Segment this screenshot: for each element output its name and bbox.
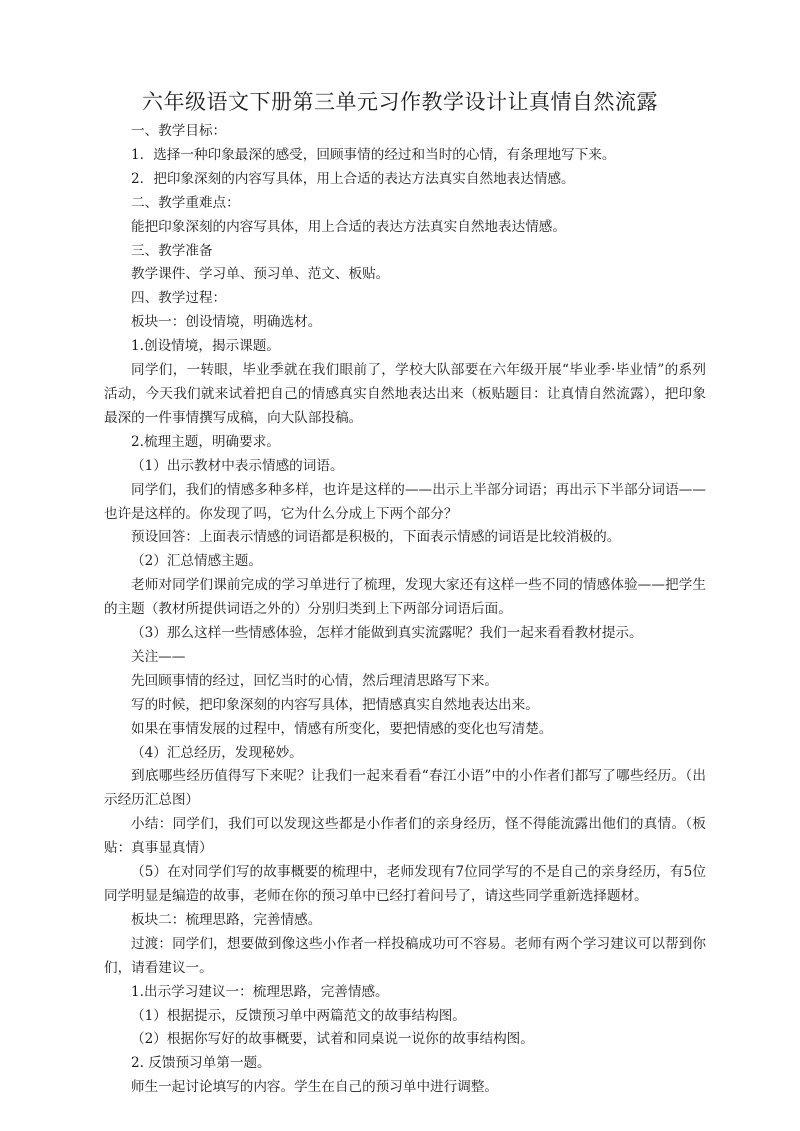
paragraph: 如果在事情发展的过程中，情感有所变化，要把情感的变化也写清楚。: [131, 720, 553, 737]
paragraph: 一、教学目标：: [131, 123, 227, 139]
paragraph: 2.梳理主题，明确要求。: [131, 433, 280, 450]
paragraph: 同学们，我们的情感多种多样，也许是这样的——出示上半部分词语；再出示下半部分词语——也许是这样的。你发现了吗，它为什么分成上下两个部分？: [104, 481, 706, 522]
paragraph: （1）出示教材中表示情感的词语。: [131, 457, 344, 474]
paragraph: 老师对同学们课前完成的学习单进行了梳理，发现大家还有这样一些不同的情感体验——把学生的主题（教材所提供词语之外的）分别归类到上下两部分词语后面。: [104, 577, 706, 618]
paragraph: 板块一：创设情境，明确选材。: [131, 314, 322, 331]
paragraph: 2．把印象深刻的内容写具体，用上合适的表达方法真实自然地表达情感。: [131, 170, 575, 187]
paragraph: 四、教学过程：: [131, 290, 227, 307]
paragraph: 三、教学准备: [131, 242, 213, 259]
paragraph: （2）根据你写好的故事概要，试着和同桌说一说你的故事结构图。: [131, 1031, 534, 1048]
paragraph: 先回顾事情的经过，回忆当时的心情，然后理清思路写下来。: [131, 672, 499, 689]
paragraph: 1.创设情境，揭示课题。: [131, 338, 280, 355]
paragraph: 过渡：同学们，想要做到像这些小作者一样投稿成功可不容易。老师有两个学习建议可以帮到你们，请看建议一。: [104, 935, 706, 976]
paragraph: 教学课件、学习单、预习单、范文、板贴。: [131, 266, 390, 283]
paragraph: （3）那么这样一些情感体验，怎样才能做到真实流露呢？我们一起来看看教材提示。: [131, 625, 643, 642]
paragraph: 预设回答：上面表示情感的词语都是积极的，下面表示情感的词语是比较消极的。: [131, 529, 621, 546]
paragraph: 1.出示学习建议一：梳理思路，完善情感。: [131, 983, 389, 1000]
paragraph: 板块二：梳理思路，完善情感。: [131, 911, 322, 928]
paragraph: 1．选择一种印象最深的感受，回顾事情的经过和当时的心情，有条理地写下来。: [131, 146, 616, 163]
paragraph: 同学们，一转眼，毕业季就在我们眼前了，学校大队部要在六年级开展“毕业季·毕业情”的系列活动，今天我们就来试着把自己的情感真实自然地表达出来（板贴题目：让真情自然流露），把印象最深的一件事情撰写成稿，向大队部投稿。: [104, 362, 706, 426]
paragraph: （4）汇总经历，发现秘妙。: [131, 744, 303, 761]
paragraph: 二、教学重难点：: [131, 194, 240, 211]
paragraph: 关注——: [131, 648, 186, 665]
paragraph: 2. 反馈预习单第一题。: [131, 1055, 271, 1072]
paragraph: 能把印象深刻的内容写具体，用上合适的表达方法真实自然地表达情感。: [131, 218, 566, 235]
paragraph: （2）汇总情感主题。: [131, 553, 262, 570]
paragraph: （5）在对同学们写的故事概要的梳理中，老师发现有7位同学写的不是自己的亲身经历，有5位同学明显是编造的故事，老师在你的预习单中已经打着问号了，请这些同学重新选择题材。: [104, 864, 706, 904]
paragraph: 写的时候，把印象深刻的内容写具体，把情感真实自然地表达出来。: [131, 696, 539, 713]
paragraph: 到底哪些经历值得写下来呢？让我们一起来看看“春江小语”中的小作者们都写了哪些经历。（出示经历汇总图）: [104, 768, 706, 809]
paragraph: （1）根据提示，反馈预习单中两篇范文的故事结构图。: [131, 1007, 466, 1024]
document-body: [104, 120, 706, 1100]
document-title: 六年级语文下册第三单元习作教学设计让真情自然流露: [142, 90, 658, 114]
paragraph: 小结：同学们，我们可以发现这些都是小作者们的亲身经历，怪不得能流露出他们的真情。（板贴：真事显真情）: [104, 816, 706, 857]
paragraph: 师生一起讨论填写的内容。学生在自己的预习单中进行调整。: [131, 1079, 499, 1096]
